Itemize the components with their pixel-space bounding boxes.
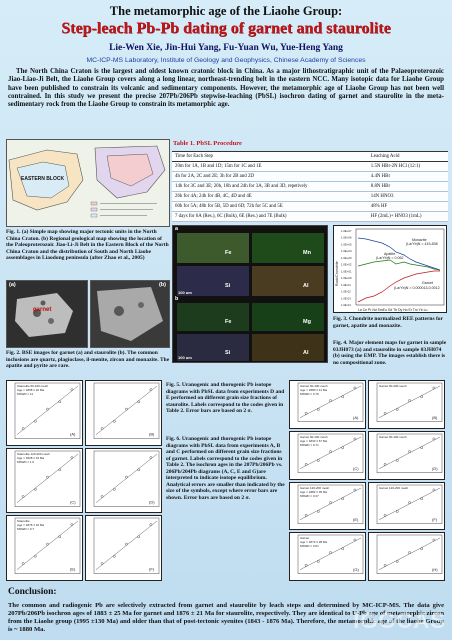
staurolite-panel-annotation: Age = 1868 ± 22 Ma — [17, 388, 45, 392]
fig1-caption: Fig. 1. (a) Simple map showing major tectonic units in the North China Craton. (b) Regional geological map showing the location of the Paleoproterozoic Jiao-Li-Ji Belt in the Eastern Block of the North China Craton and the distribution of South and North Liaohe assemblages in Liaodong peninsula (after Zhao et al., 2005) — [6, 229, 169, 261]
fig6-caption: Fig. 6. Uranogenic and thorogenic Pb isotope diagrams with PbSL data from experiments A, B and C performed on different grain size fractions of garnet. Labels correspond to the codes given in Table 2. The isochron ages in the 207Pb/206Pb vs. 206Pb/204Pb diagrams (A, C, E and G)are interpreted to indicate isotope equilibrium. Analytical errors are smaller than indicated by the size of the symbols, except where error bars are shown. Error bars are based on 2 σ. — [166, 436, 285, 501]
data-point — [421, 548, 423, 550]
garnet-panel-annotation: Garnet 60-100 mesh — [300, 434, 328, 439]
data-point — [113, 420, 115, 422]
bse-staurolite-texture — [91, 281, 169, 347]
garnet-panel-id: (D) — [432, 465, 438, 471]
data-point — [408, 400, 410, 402]
fig4-label-b: b — [175, 296, 179, 302]
fig4-el-si-a: Si — [225, 283, 231, 289]
fig3-ree-chart — [333, 225, 447, 313]
staurolite-panel-id: (D) — [149, 499, 155, 505]
fig3-caption: Fig. 3. Chondrite normalized REE patterns for garnet, apatite and monazite. — [333, 316, 443, 329]
data-point — [113, 488, 115, 490]
data-point — [305, 412, 307, 414]
data-point — [71, 389, 73, 391]
fig3-ytick-label: 1.0E-04 — [341, 303, 351, 307]
table-cell: 60h for 5A; 48h for 5B, 5D and 6D; 72h for 5C and 5E — [172, 202, 368, 212]
pbsl-procedure-table — [172, 151, 448, 222]
fig4-el-fe-a: Fe — [225, 250, 232, 256]
data-point — [317, 459, 319, 461]
data-point — [433, 488, 435, 490]
data-point — [22, 495, 24, 497]
staurolite-panel — [6, 380, 83, 446]
data-point — [150, 524, 152, 526]
staurolite-panel — [6, 515, 83, 581]
staurolite-panel — [85, 380, 162, 446]
fig5-panel-grid — [6, 380, 164, 583]
staurolite-panel — [85, 448, 162, 514]
fig4-el-al-b: Al — [303, 350, 309, 356]
fig4-label-a: a — [175, 226, 179, 232]
table-cell: 20m for 1A, 1B and 1D; 15m for 1C and 1E — [172, 162, 368, 172]
fig2-bse-garnet-image — [6, 280, 88, 348]
fig3-ytick-label: 1.0E+06 — [341, 235, 352, 240]
garnet-panel-annotation: Garnet 120-200 mesh — [300, 485, 330, 490]
staurolite-panel-annotation: Age = 1828 ± 19 Ma — [17, 455, 45, 460]
data-point — [59, 401, 61, 403]
fig4-el-al-a: Al — [303, 283, 309, 289]
data-point — [22, 428, 24, 430]
fig3-ytick-label: 1.0E+03 — [341, 255, 352, 260]
data-point — [150, 456, 152, 458]
garnet-panel — [289, 431, 366, 480]
data-point — [421, 497, 423, 499]
data-point — [396, 510, 398, 512]
data-point — [305, 514, 307, 516]
map-tile-mg-b — [252, 303, 324, 331]
garnet-panel-id: (H) — [432, 567, 438, 572]
fig3-xticks: La Ce Pr Nd SmEu Gd Tb Dy Ho Er Tm Yb Lu — [358, 308, 428, 312]
staurolite-panel-annotation: MSWD = 1.6 — [17, 459, 35, 464]
data-point — [138, 468, 140, 470]
data-point — [46, 543, 48, 545]
data-point — [317, 408, 319, 410]
apatite-pattern — [358, 260, 440, 270]
data-point — [342, 497, 344, 499]
data-point — [22, 563, 24, 565]
data-point — [408, 552, 410, 554]
fig3-garnet-ratio: (La/Yb)N = 0.000013-0.0012 — [394, 286, 440, 290]
poster-top-title: The metamorphic age of the Liaohe Group: — [109, 4, 343, 18]
map-tile-mn-a — [252, 233, 324, 263]
data-point — [150, 389, 152, 391]
staurolite-panel-annotation: Staurolite 120-200 mesh — [17, 451, 50, 456]
data-point — [138, 401, 140, 403]
data-point — [384, 412, 386, 414]
table-cell: 8.8N HBr — [368, 182, 448, 192]
data-point — [71, 524, 73, 526]
garnet-panel — [289, 380, 366, 429]
data-point — [354, 488, 356, 490]
garnet-panel-annotation: MSWD = 0.37 — [300, 493, 319, 498]
staurolite-panel-id: (E) — [70, 566, 76, 572]
data-point — [354, 438, 356, 440]
data-point — [329, 501, 331, 503]
fig4-el-mn-a: Mn — [303, 250, 311, 256]
garnet-panel-annotation: MSWD = 0.51 — [300, 544, 319, 549]
staurolite-panel-annotation: Staurolite 60-100 mesh — [17, 384, 49, 388]
data-point — [329, 450, 331, 452]
data-point — [125, 476, 127, 478]
garnet-panel — [368, 431, 445, 480]
map-tile-al-b — [252, 334, 324, 361]
map-tile-fe-a — [177, 233, 249, 263]
staurolite-panel-id: (A) — [70, 431, 76, 437]
poster-main-title: Step-leach Pb-Pb dating of garnet and staurolite — [61, 20, 391, 37]
data-point — [354, 539, 356, 541]
data-point — [433, 387, 435, 389]
staurolite-panel-id: (B) — [149, 431, 155, 437]
fig4-el-fe-b: Fe — [225, 319, 232, 325]
garnet-panel-annotation: Age = 1873 ± 28 Ma — [300, 540, 328, 545]
table-header-cell: Time for Each Step — [172, 152, 368, 162]
fig3-ylabel: Rock/Chondrite — [335, 261, 339, 286]
fig3-apatite-ratio: (La/Yb)N = 0.062 — [376, 256, 404, 260]
table-cell: 4.4N HBr — [368, 172, 448, 182]
data-point — [305, 463, 307, 465]
staurolite-panel — [85, 515, 162, 581]
data-point — [329, 552, 331, 554]
map-tile-fe-b — [177, 303, 249, 331]
data-point — [113, 555, 115, 557]
conclusion-title: Conclusion: — [8, 587, 57, 597]
fig3-monazite-ratio: (La/Yb)N = 415-838 — [406, 242, 438, 246]
introduction-paragraph: The North China Craton is the largest and oldest known cratonic block in China. As a major lithostratigraphic unit of the Palaeoproterozoic Jiao-Liao-Ji Belt, the Liaohe Group covers along a long linear, northeast-trending belt in the eastern NCC. Many isotopic data for Liaohe Group have been published to constrain its volcanic and sedimentary components. However, the metamorphic age of Liaohe Group has not been well contrained. In this study we present the precise 207Pb/206Pb stepwise-leaching (PbSL) isochron dating of garnet and staurolite in the meta-sedimentary rock from the Liaohe Group to constrain its metamorphic age. — [8, 68, 444, 109]
staurolite-panel-annotation: Age = 1876 ± 10 Ma — [17, 523, 45, 528]
fig1-map-label: EASTERN BLOCK — [21, 176, 65, 182]
data-point — [342, 446, 344, 448]
fig4-scale-a: 100 um — [178, 290, 192, 295]
fig3-ytick-label: 1.0E-03 — [341, 296, 351, 301]
fig1-map-drawing — [7, 140, 169, 226]
staurolite-panel — [6, 448, 83, 514]
data-point — [101, 495, 103, 497]
data-point — [384, 565, 386, 567]
fig4-el-mg-b: Mg — [303, 319, 311, 325]
data-point — [421, 446, 423, 448]
data-point — [329, 400, 331, 402]
data-point — [317, 561, 319, 563]
data-point — [396, 459, 398, 461]
table-cell: 26h for 4A; 24h for 4B, 4C, 4D and 4E — [172, 192, 368, 202]
fig4-el-si-b: Si — [225, 350, 231, 356]
fig3-garnet-label: Garnet — [422, 281, 433, 285]
garnet-panel-annotation: Garnet 60-200 mesh — [379, 384, 407, 388]
fig3-monazite-label: Monazite — [412, 238, 427, 242]
data-point — [433, 539, 435, 541]
fig4-scale-b: 100 um — [178, 355, 192, 360]
data-point — [384, 514, 386, 516]
affiliation: MC-ICP-MS Laboratory, Institute of Geology and Geophysics, Chinese Academy of Sciences — [86, 57, 366, 64]
data-point — [408, 501, 410, 503]
table-cell: 4h for 2A, 2C and 2E; 3h for 2B and 2D — [172, 172, 368, 182]
watermark-logo: IGGCAS — [353, 608, 446, 633]
data-point — [396, 408, 398, 410]
garnet-panel-annotation: Age = 1833 ± 67 Ma — [300, 438, 328, 443]
data-point — [384, 463, 386, 465]
staurolite-panel-annotation: MSWD = 11 — [17, 392, 34, 396]
table-cell: 7 days for 6A (Res.), 6C (Bulk), 6E (Res.) and 7E (Bulk) — [172, 212, 368, 222]
table-cell: 1.5N HBr-2N HCl (12:1) — [368, 162, 448, 172]
fig2-label-b: (b) — [158, 282, 166, 288]
data-point — [46, 408, 48, 410]
data-point — [342, 396, 344, 398]
garnet-panel — [289, 482, 366, 531]
staurolite-panel-id: (F) — [149, 566, 155, 572]
map-tile-al-a — [252, 266, 324, 296]
bse-garnet-texture — [7, 281, 87, 347]
table-row — [172, 172, 448, 182]
data-point — [34, 488, 36, 490]
data-point — [342, 548, 344, 550]
garnet-panel-id: (F) — [432, 516, 438, 522]
garnet-panel-annotation: Garnet 120-200 mesh — [379, 485, 409, 490]
table-row — [172, 212, 448, 222]
fig2-bse-staurolite-image — [90, 280, 170, 348]
data-point — [138, 536, 140, 538]
fig2-label-a: (a) — [9, 282, 16, 288]
data-point — [59, 536, 61, 538]
data-point — [317, 510, 319, 512]
table-cell: 48% HF — [368, 202, 448, 212]
garnet-panel-id: (E) — [353, 516, 359, 522]
table1-title: Table 1. PbSL Procedure — [173, 140, 242, 147]
table-header-row — [172, 152, 448, 162]
fig1-map-panel — [6, 139, 170, 227]
garnet-panel-id: (A) — [353, 414, 359, 420]
authors: Lie-Wen Xie, Jin-Hui Yang, Fu-Yuan Wu, Yue-Heng Yang — [109, 43, 343, 53]
fig3-ytick-label: 1.0E+05 — [341, 242, 352, 247]
data-point — [408, 450, 410, 452]
fig5-caption: Fig. 5. Uranogenic and thorogenic Pb isotope diagrams with PbSL data from experiments D and E performed on different grain size fractions of staurolite. Labels correspond to the codes given in Table 2. Error bars are based on 2 σ. — [166, 382, 285, 414]
table-row — [172, 162, 448, 172]
data-point — [101, 563, 103, 565]
data-point — [46, 476, 48, 478]
staurolite-panel-annotation: MSWD = 0.7 — [17, 527, 35, 532]
data-point — [125, 408, 127, 410]
garnet-panel-annotation: Garnet 60-100 mesh — [379, 434, 407, 439]
garnet-panel — [289, 532, 366, 581]
garnet-panel-annotation: Garnet — [300, 536, 310, 541]
fig2-mineral-label: garnet — [33, 307, 52, 313]
garnet-panel-grid — [289, 380, 447, 583]
fig3-ytick-label: 1.0E+02 — [341, 262, 352, 267]
fig3-ree-svg — [334, 226, 447, 313]
data-point — [354, 387, 356, 389]
data-point — [34, 420, 36, 422]
data-point — [421, 396, 423, 398]
data-point — [71, 456, 73, 458]
fig3-ytick-label: 1.0E+04 — [341, 249, 352, 254]
table-cell: 14N HNO3 — [368, 192, 448, 202]
garnet-panel-annotation: Age = 1882 ± 36 Ma — [300, 489, 328, 494]
fig4-caption: Fig. 4. Major element maps for garnet in sample 03JH073 (a) and staurolite in sample 03JH074 (b) using the EMP. The images establish there is no compositional zone. — [333, 340, 447, 366]
table-row — [172, 202, 448, 212]
data-point — [433, 438, 435, 440]
fig3-ytick-label: 1.0E+00 — [341, 276, 352, 281]
data-point — [59, 468, 61, 470]
fig2-caption: Fig. 2. BSE images for garnet (a) and staurolite (b). The common inclusions are quartz, plagioclase, il-menite, zircon and monazite. The apatite and pyrite are rare. — [6, 350, 170, 369]
staurolite-panel-annotation: Staurolite — [17, 519, 30, 524]
data-point — [125, 543, 127, 545]
data-point — [34, 555, 36, 557]
table-row — [172, 192, 448, 202]
garnet-panel-annotation: Garnet 60-100 mesh — [300, 384, 328, 388]
garnet-panel-id: (C) — [353, 465, 359, 471]
garnet-panel — [368, 532, 445, 581]
fig3-ytick-label: 1.0E+07 — [341, 229, 352, 233]
fig3-ytick-label: 1.0E+01 — [341, 269, 352, 274]
table-cell: HF (2mL)+ HNO3 (1mL) — [368, 212, 448, 222]
data-point — [305, 565, 307, 567]
staurolite-panel-id: (C) — [70, 499, 76, 505]
garnet-panel-id: (B) — [432, 414, 438, 420]
garnet-panel-id: (G) — [353, 567, 359, 572]
garnet-panel-annotation: Age = 1880 ± 41 Ma — [300, 388, 328, 392]
garnet-panel-annotation: MSWD = 0.71 — [300, 442, 319, 447]
fig3-apatite-label: Apatite — [384, 252, 396, 256]
table-row — [172, 182, 448, 192]
garnet-panel — [368, 482, 445, 531]
fig3-ytick-label: 1.0E-01 — [341, 282, 351, 287]
data-point — [101, 428, 103, 430]
data-point — [396, 561, 398, 563]
table-cell: 14h for 3C and 3E; 20h, 18h and 24h for 3A, 3B and 3D, repetively — [172, 182, 368, 192]
table-header-cell: Leaching Acid — [368, 152, 448, 162]
garnet-panel-annotation: MSWD = 0.76 — [300, 392, 319, 396]
fig4-element-maps — [172, 225, 328, 363]
conclusion-text: The common and radiogenic Pb are selectively extracted from garnet and staurolite by leach steps and determined by MC-ICP-MS. The data give 207Pb/206Pb isochron ages of 1883 ± 25 Ma for garnet and 1876 ± 21 Ma for staurolite, respectively. They are identical to U-Pb age of metamorphic zircon from the Liaohe group (1995 ±130 Ma) and older than that of post-tectonic syenites (1843 - 1876 Ma). Therefore, the metamorphic age of the liaohe Group is ~ 1880 Ma. — [8, 602, 444, 634]
fig3-ytick-label: 1.0E-02 — [341, 289, 351, 294]
garnet-panel — [368, 380, 445, 429]
